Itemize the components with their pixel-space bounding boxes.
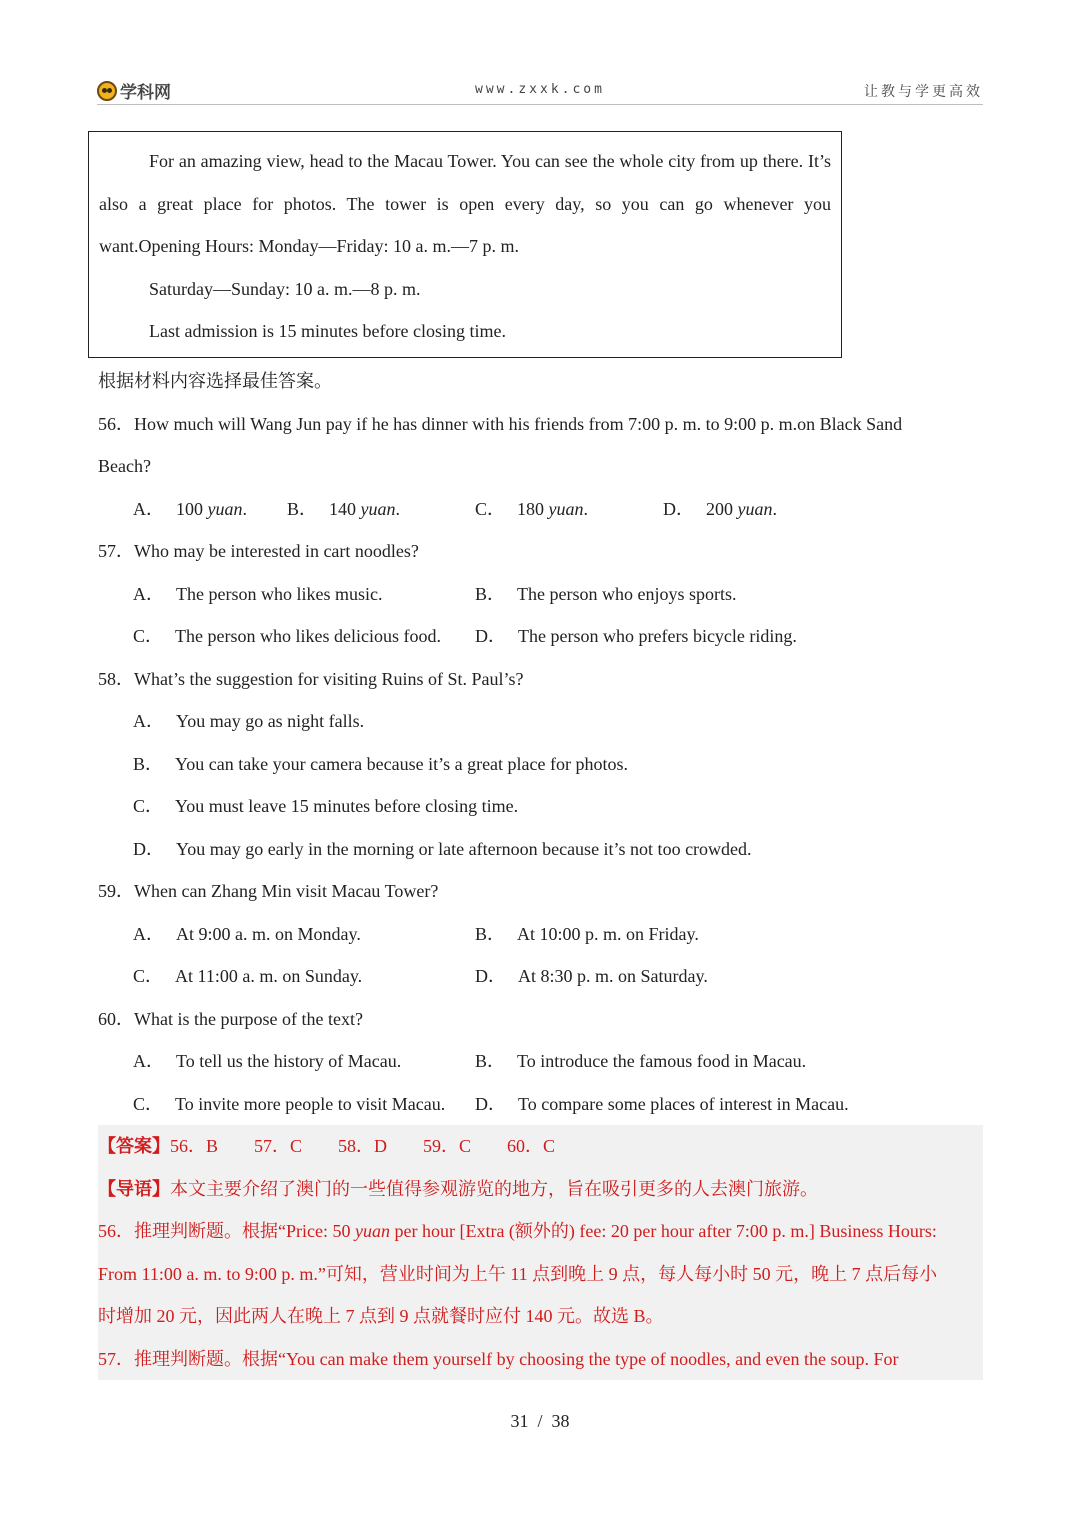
answer-tag: 【答案】 [98,1136,170,1156]
option-b[interactable]: B． To introduce the famous food in Macau. [475,1051,807,1071]
question-stem: Beach? [98,456,151,476]
answer-item: 60．C [507,1136,556,1156]
options-row [98,955,983,998]
option-b[interactable]: B． The person who enjoys sports. [475,583,737,604]
answer-item: 57．C [254,1136,303,1156]
instruction: 根据材料内容选择最佳答案。 [98,371,332,391]
option-d[interactable]: D． The person who prefers bicycle riding. [475,626,797,646]
current-page: 31 [510,1411,529,1431]
passage-line: Saturday—Sunday: 10 a. m.—8 p. m. [149,278,421,299]
passage-box [88,131,842,358]
answer-item: 56．B [170,1136,219,1156]
question-stem: 57．Who may be interested in cart noodles? [98,541,419,561]
option-c[interactable]: C． You must leave 15 minutes before closing time. [133,796,519,816]
site-url: www.zxxk.com [475,82,605,97]
explanation-line: From 11:00 a. m. to 9:00 p. m.”可知，营业时间为上午 11 点到晚上 9 点，每人每小时 50 元，晚上 7 点后每小 [98,1263,938,1284]
option-d[interactable]: D． To compare some places of interest in Macau. [475,1093,849,1114]
answer-item: 59．C [423,1136,472,1156]
option-b[interactable]: B． You can take your camera because it’s a great place for photos. [133,753,629,774]
option-c[interactable]: C． To invite more people to visit Macau. [133,1093,446,1114]
logo-text: 学科网 [120,83,171,103]
options-row [98,573,983,616]
question-stem: 60．What is the purpose of the text? [98,1008,363,1029]
slogan: 让教与学更高效 [864,84,983,100]
option-a[interactable]: A． 100 yuan. [133,498,247,519]
option-a[interactable]: A． At 9:00 a. m. on Monday. [133,923,361,944]
option-d[interactable]: D． You may go early in the morning or late afternoon because it’s not too crowded. [133,838,752,859]
page-header [97,76,983,105]
option-c[interactable]: C． At 11:00 a. m. on Sunday. [133,966,363,986]
question-stem: 56．How much will Wang Jun pay if he has dinner with his friends from 7:00 p. m. to 9:00 p. m.on Black Sand [98,413,903,434]
answer-key [98,1125,983,1168]
answer-section [98,1125,983,1380]
answer-item: 58．D [338,1136,388,1156]
options-row [98,615,983,658]
intro-tag: 【导语】 [98,1178,170,1199]
page-separator: / [537,1411,543,1431]
total-pages: 38 [551,1411,570,1431]
option-b[interactable]: B． 140 yuan. [287,498,401,519]
question-stem: 58．What’s the suggestion for visiting Ruins of St. Paul’s? [98,668,524,689]
option-d[interactable]: D． At 8:30 p. m. on Saturday. [475,966,708,986]
explanation-line: 时增加 20 元，因此两人在晚上 7 点到 9 点就餐时应付 140 元。故选 B。 [98,1306,664,1326]
option-b[interactable]: B． At 10:00 p. m. on Friday. [475,923,699,944]
options-row [98,913,983,956]
options-row [98,488,983,531]
options-row [98,1040,983,1083]
page-number [0,1411,1080,1432]
option-c[interactable]: C． 180 yuan. [475,498,589,519]
intro-line [98,1168,983,1211]
option-a[interactable]: A． You may go as night falls. [133,711,365,731]
option-d[interactable]: D． 200 yuan. [663,498,777,519]
passage-paragraph: For an amazing view, head to the Macau Tower. You can see the whole city from up there. It’s also a great place for photos. The tower is open every day, so you can go whenever you want.Opening Hours: Monday—Friday: 10 a. m.—7 p. m. [99,151,831,256]
option-a[interactable]: A． The person who likes music. [133,583,383,604]
explanation-line: 57．推理判断题。根据“You can make them yourself by choosing the type of noodles, and even the soup. For [98,1348,899,1369]
intro-text: 本文主要介绍了澳门的一些值得参观游览的地方，旨在吸引更多的人去澳门旅游。 [170,1178,818,1199]
question-section [98,360,983,1380]
options-row [98,1083,983,1126]
explanation-line: 56．推理判断题。根据“Price: 50 yuan per hour [Extra (额外的) fee: 20 per hour after 7:00 p. m.] Business Hours: [98,1221,937,1241]
option-a[interactable]: A． To tell us the history of Macau. [133,1051,402,1071]
question-stem: 59．When can Zhang Min visit Macau Tower? [98,881,439,901]
option-c[interactable]: C． The person who likes delicious food. [133,626,441,646]
passage-line: Last admission is 15 minutes before closing time. [149,321,506,341]
